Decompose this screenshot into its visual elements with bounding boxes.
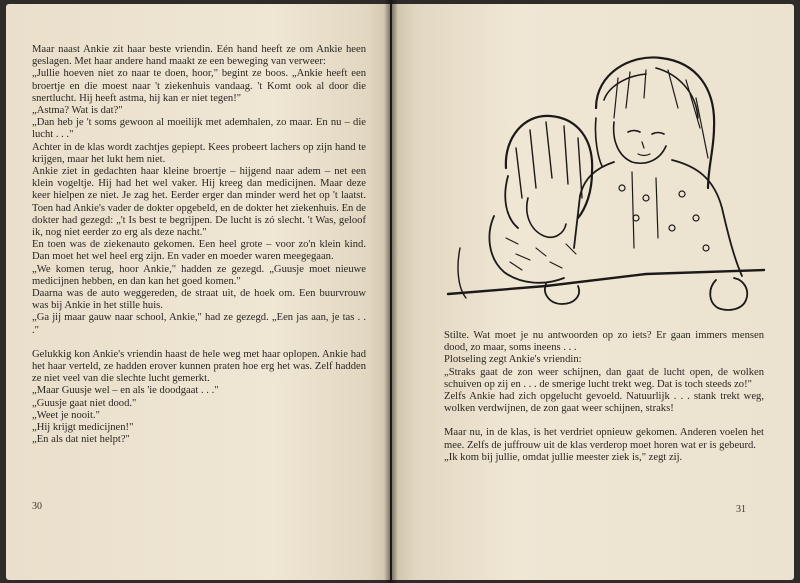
book-binding	[384, 0, 398, 583]
paragraph: „Maar Guusje wel – en als 'ie doodgaat . . ."	[32, 385, 219, 397]
paragraph: Stilte. Wat moet je nu antwoorden op zo iets? Er gaan immers mensen dood, zo maar, soms ineens . . .	[444, 330, 764, 354]
paragraph: Plotseling zegt Ankie's vriendin:	[444, 354, 582, 366]
paragraph: Maar naast Ankie zit haar beste vriendin. Eén hand heeft ze om Ankie heen geslagen. Met haar andere hand maakt ze een beweging van verweer:	[32, 44, 366, 68]
page-number: 31	[736, 504, 746, 515]
paragraph: „Dan heb je 't soms gewoon al moeilijk met ademhalen, zo maar. En nu – die lucht . . ."	[32, 117, 366, 141]
left-page-text	[32, 44, 366, 447]
paragraph: Ankie ziet in gedachten haar kleine broertje – hijgend naar adem – net een klein vogeltje. Hij had het wel vaker. Hij kreeg dan medicijnen. Maar deze keer hielpen ze niet. Je zag het. Eerder erger dan minder werd het op 't laatst. Toen had Ankie's vader de dokter opgebeld, en de dokter het ziekenhuis. En de dokter had gezegd: „'t Is best te begrijpen. De lucht is zó slecht. 't Was, geloof ik, nog niet eerder zo erg als deze nacht."	[32, 166, 366, 239]
paragraph: „Guusje gaat niet dood."	[32, 397, 137, 409]
paragraph: En toen was de ziekenauto gekomen. Een heel grote – voor zo'n klein kind. Dan moet het wel heel erg zijn. En vader en moeder waren meegegaan.	[32, 239, 366, 263]
paragraph: „Hij krijgt medicijnen!"	[32, 422, 134, 434]
left-page	[6, 4, 390, 580]
paragraph: Daarna was de auto weggereden, de straat uit, de hoek om. Een buurvrouw was bij Ankie in het stille huis.	[32, 288, 366, 312]
page-number: 30	[32, 501, 42, 512]
paragraph: „Ga jij maar gauw naar school, Ankie," had ze gezegd. „Een jas aan, je tas . . ."	[32, 312, 366, 336]
paragraph: „En als dat niet helpt?"	[32, 434, 130, 446]
paragraph: „We komen terug, hoor Ankie," hadden ze gezegd. „Guusje moet nieuwe medicijnen hebben, en dan kan het goed komen."	[32, 263, 366, 287]
paragraph: „Straks gaat de zon weer schijnen, dan gaat de lucht open, de wolken schuiven op zij en . . . de smerige lucht trekt weg. Dat is toch steeds zo!"	[444, 366, 764, 390]
right-page-text	[444, 330, 764, 464]
two-girls-comforting-drawing-icon	[446, 48, 768, 320]
paragraph: Maar nu, in de klas, is het verdriet opnieuw gekomen. Anderen voelen het mee. Zelfs de juffrouw uit de klas verderop moet horen wat er is gebeurd.	[444, 427, 764, 451]
paragraph: Achter in de klas wordt zachtjes gepiept. Kees probeert lachers op zijn hand te krijgen, maar het lukt hem niet.	[32, 141, 366, 165]
right-page	[392, 4, 794, 580]
paragraph: Zelfs Ankie had zich opgelucht gevoeld. Natuurlijk . . . stank trekt weg, wolken verdwijnen, de zon gaat weer schijnen, straks!	[444, 391, 764, 415]
paragraph: Gelukkig kon Ankie's vriendin haast de hele weg met haar oplopen. Ankie had het haar verteld, ze hadden erover kunnen praten hoe erg het was. Zelf hadden ze niet veel van die slechte lucht gemerkt.	[32, 348, 366, 385]
paragraph: „Ik kom bij jullie, omdat jullie meester ziek is," zegt zij.	[444, 451, 683, 463]
paragraph: „Jullie hoeven niet zo naar te doen, hoor," begint ze boos. „Ankie heeft een broertje en die moest naar 't ziekenhuis vandaag. 't Komt ook al door die snertlucht. Hij heeft astma, hij kan er niet tegen!"	[32, 68, 366, 104]
paragraph: „Weet je nooit."	[32, 409, 100, 421]
paragraph: „Astma? Wat is dat?"	[32, 105, 123, 117]
